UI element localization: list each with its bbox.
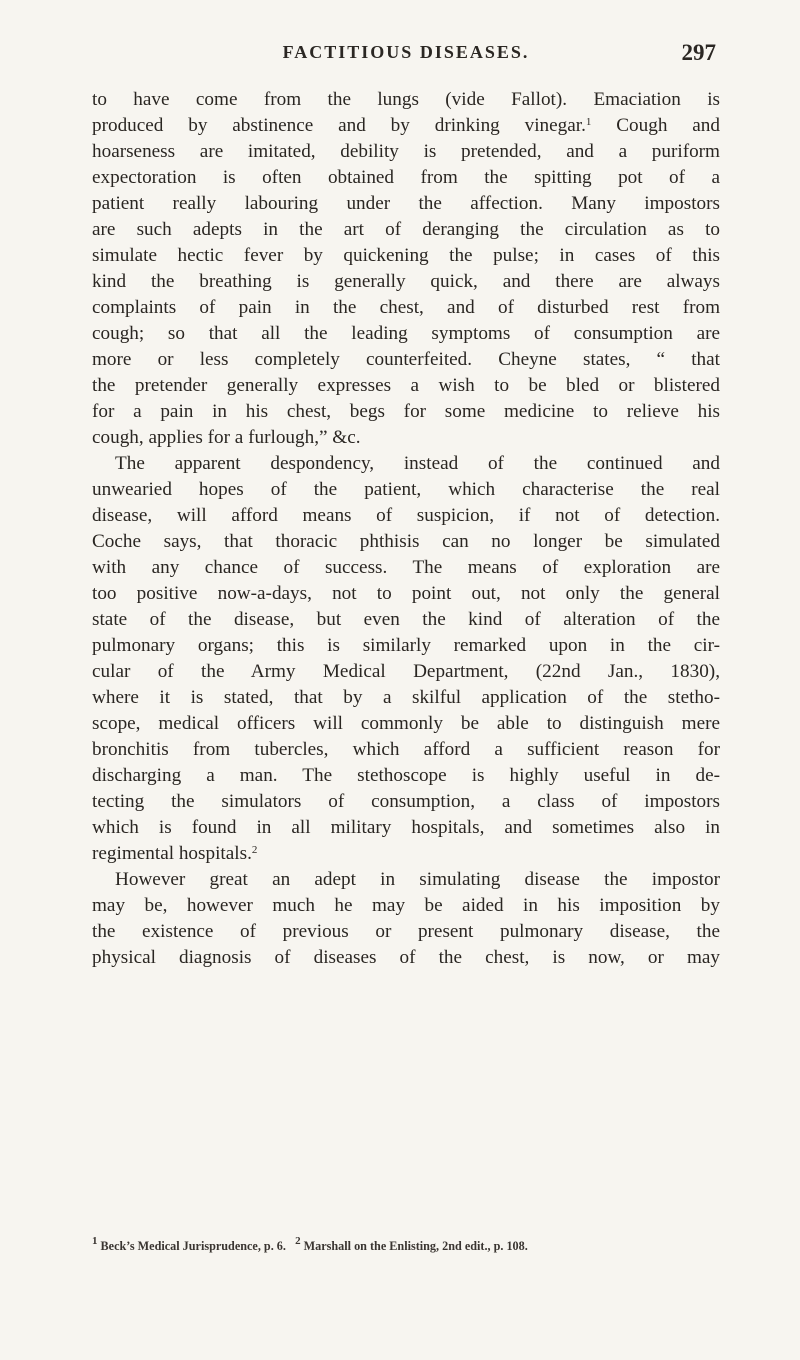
text-line: unwearied hopes of the patient, which characterise the real	[92, 479, 720, 500]
text-line: disease, will afford means of suspicion, if not of detection.	[92, 505, 720, 526]
text-line-fragment: produced by abstinence and by drinking vinegar.	[92, 115, 586, 136]
text-line: bronchitis from tubercles, which afford a sufficient reason for	[92, 739, 720, 760]
text-line: cough; so that all the leading symptoms of consumption are	[92, 323, 720, 344]
text-line: cough, applies for a furlough,” &c.	[92, 427, 361, 448]
text-line-fragment: Cough and	[591, 115, 720, 136]
footnote-1	[92, 1235, 286, 1253]
text-line: more or less completely counterfeited. Cheyne states, “ that	[92, 349, 720, 370]
text-line: the existence of previous or present pulmonary disease, the	[92, 921, 720, 942]
footnotes	[92, 1235, 732, 1254]
footnote-number: 1	[92, 1235, 98, 1247]
text-line: to have come from the lungs (vide Fallot). Emaciation is	[92, 89, 720, 110]
footnote-number: 2	[295, 1235, 301, 1247]
text-line: state of the disease, but even the kind of alteration of the	[92, 609, 720, 630]
text-line: tecting the simulators of consumption, a class of impostors	[92, 791, 720, 812]
text-line: cular of the Army Medical Department, (22nd Jan., 1830),	[92, 661, 720, 682]
text-line: discharging a man. The stethoscope is highly useful in de-	[92, 765, 720, 786]
text-line: for a pain in his chest, begs for some medicine to relieve his	[92, 401, 720, 422]
text-line: expectoration is often obtained from the spitting pot of a	[92, 167, 720, 188]
text-line: complaints of pain in the chest, and of disturbed rest from	[92, 297, 720, 318]
running-header	[92, 34, 720, 74]
text-line-fragment: regimental hospitals.	[92, 843, 252, 864]
text-line: pulmonary organs; this is similarly remarked upon in the cir-	[92, 635, 720, 656]
footnote-text: Beck’s Medical Jurisprudence, p. 6.	[97, 1239, 286, 1253]
text-line: hoarseness are imitated, debility is pretended, and a puriform	[92, 141, 720, 162]
text-line: physical diagnosis of diseases of the chest, is now, or may	[92, 947, 720, 968]
page-number: 297	[681, 40, 716, 65]
footnote-text: Marshall on the Enlisting, 2nd edit., p. 108.	[300, 1239, 528, 1253]
footnote-mark: 2	[251, 844, 258, 856]
body-text	[92, 87, 720, 971]
text-line: may be, however much he may be aided in his imposition by	[92, 895, 720, 916]
text-line: Coche says, that thoracic phthisis can no longer be simulated	[92, 531, 720, 552]
text-line	[92, 841, 720, 867]
text-line: The apparent despondency, instead of the continued and	[115, 453, 720, 474]
text-line: the pretender generally expresses a wish to be bled or blistered	[92, 375, 720, 396]
text-line: too positive now-a-days, not to point out, not only the general	[92, 583, 720, 604]
text-line: where it is stated, that by a skilful application of the stetho-	[92, 687, 720, 708]
text-line: simulate hectic fever by quickening the pulse; in cases of this	[92, 245, 720, 266]
footnote-2	[295, 1235, 528, 1253]
text-line: However great an adept in simulating disease the impostor	[115, 869, 720, 890]
text-line: patient really labouring under the affection. Many impostors	[92, 193, 720, 214]
text-line: scope, medical officers will commonly be able to distinguish mere	[92, 713, 720, 734]
text-line	[92, 113, 720, 139]
footnote-mark: 1	[585, 116, 592, 128]
running-title: FACTITIOUS DISEASES.	[282, 42, 530, 62]
text-line: which is found in all military hospitals, and sometimes also in	[92, 817, 720, 838]
text-line: are such adepts in the art of deranging the circulation as to	[92, 219, 720, 240]
text-line: with any chance of success. The means of exploration are	[92, 557, 720, 578]
text-line: kind the breathing is generally quick, and there are always	[92, 271, 720, 292]
